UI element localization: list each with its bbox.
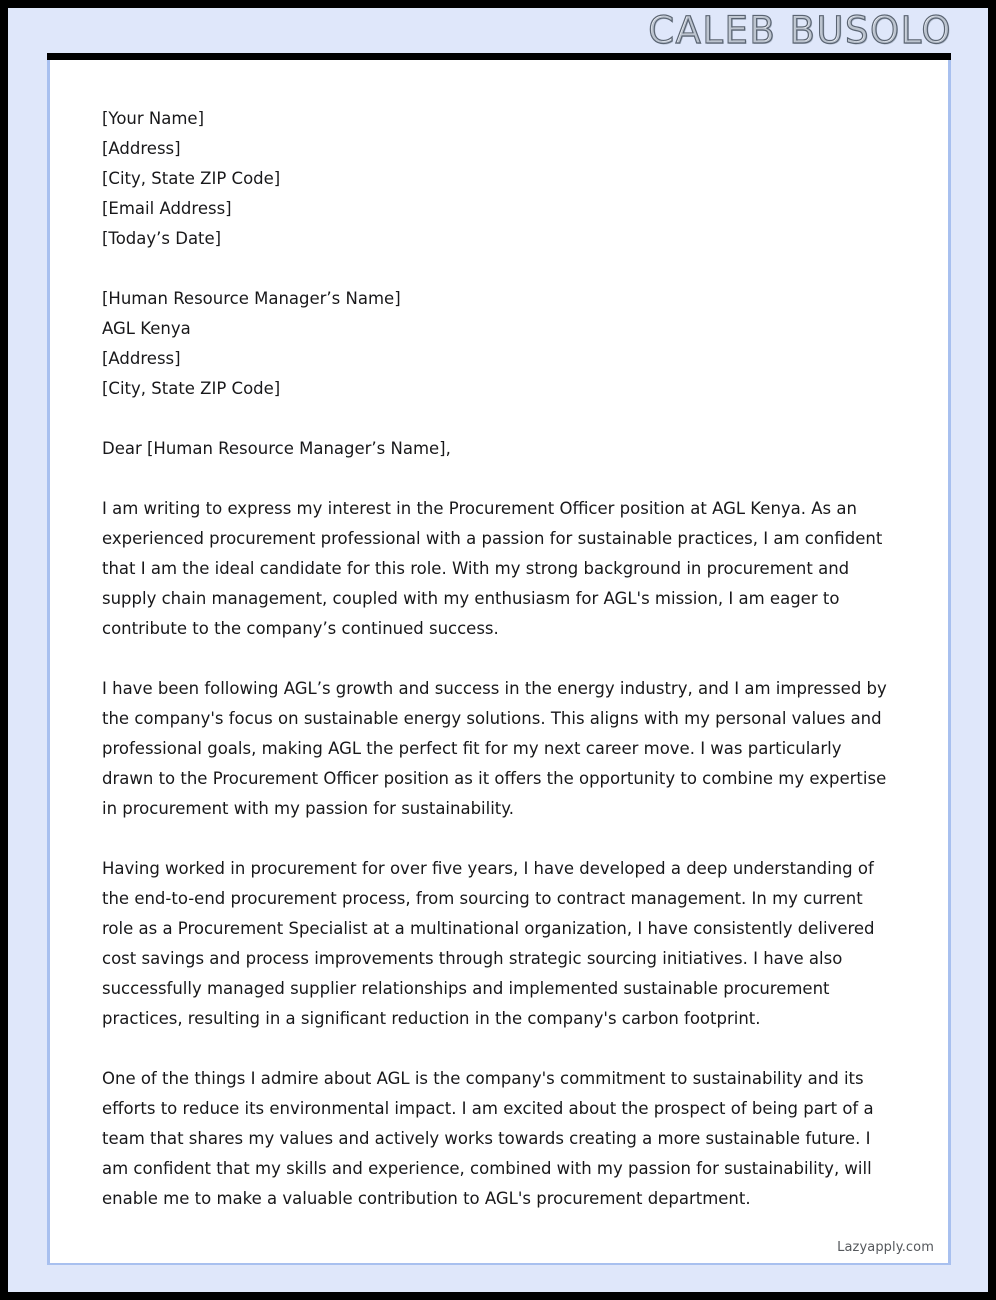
letter-paragraph: I am writing to express my interest in the Procurement Officer position at AGL Kenya. As an experienced procurement professional with a passion for sustainable practices, I am confident that I am the ideal candidate for this role. With my strong background in procurement and supply chain management, coupled with my enthusiasm for AGL's mission, I am eager to contribute to the company’s continued success. bbox=[102, 499, 883, 638]
recipient-address-line: [Address] bbox=[102, 349, 181, 368]
sender-address-line: [Address] bbox=[102, 139, 181, 158]
letter-sheet bbox=[47, 60, 951, 1265]
sender-address-line: [Email Address] bbox=[102, 199, 232, 218]
candidate-name-heading: CALEB BUSOLO bbox=[648, 9, 952, 52]
letter-paragraph: Having worked in procurement for over five years, I have developed a deep understanding of the end-to-end procurement process, from sourcing to contract management. In my current role as a Procurement Specialist at a multinational organization, I have consistently delivered cost savings and process improvements through strategic sourcing initiatives. I have also successfully managed supplier relationships and implemented sustainable procurement practices, resulting in a significant reduction in the company's carbon footprint. bbox=[102, 859, 875, 1028]
lazyapply-watermark: Lazyapply.com bbox=[837, 1240, 934, 1255]
recipient-address-line: AGL Kenya bbox=[102, 319, 191, 338]
header-divider-rule bbox=[47, 53, 951, 60]
sender-address-line: [Today’s Date] bbox=[102, 229, 222, 248]
recipient-address-block bbox=[102, 284, 896, 404]
recipient-address-line: [Human Resource Manager’s Name] bbox=[102, 289, 401, 308]
salutation-line: Dear [Human Resource Manager’s Name], bbox=[102, 439, 451, 458]
sender-address-line: [City, State ZIP Code] bbox=[102, 169, 281, 188]
recipient-address-line: [City, State ZIP Code] bbox=[102, 379, 281, 398]
sender-address-line: [Your Name] bbox=[102, 109, 205, 128]
letter-paragraph: One of the things I admire about AGL is the company's commitment to sustainability and its efforts to reduce its environmental impact. I am excited about the prospect of being part of a team that shares my values and actively works towards creating a more sustainable future. I am confident that my skills and experience, combined with my passion for sustainability, will enable me to make a valuable contribution to AGL's procurement department. bbox=[102, 1069, 874, 1208]
letter-paragraph: I have been following AGL’s growth and success in the energy industry, and I am impressed by the company's focus on sustainable energy solutions. This aligns with my personal values and professional goals, making AGL the perfect fit for my next career move. I was particularly drawn to the Procurement Officer position as it offers the opportunity to combine my expertise in procurement with my passion for sustainability. bbox=[102, 679, 887, 818]
sender-address-block bbox=[102, 104, 896, 254]
letter-body bbox=[50, 60, 948, 1214]
document-header bbox=[8, 8, 988, 53]
paper-backdrop bbox=[8, 8, 988, 1292]
